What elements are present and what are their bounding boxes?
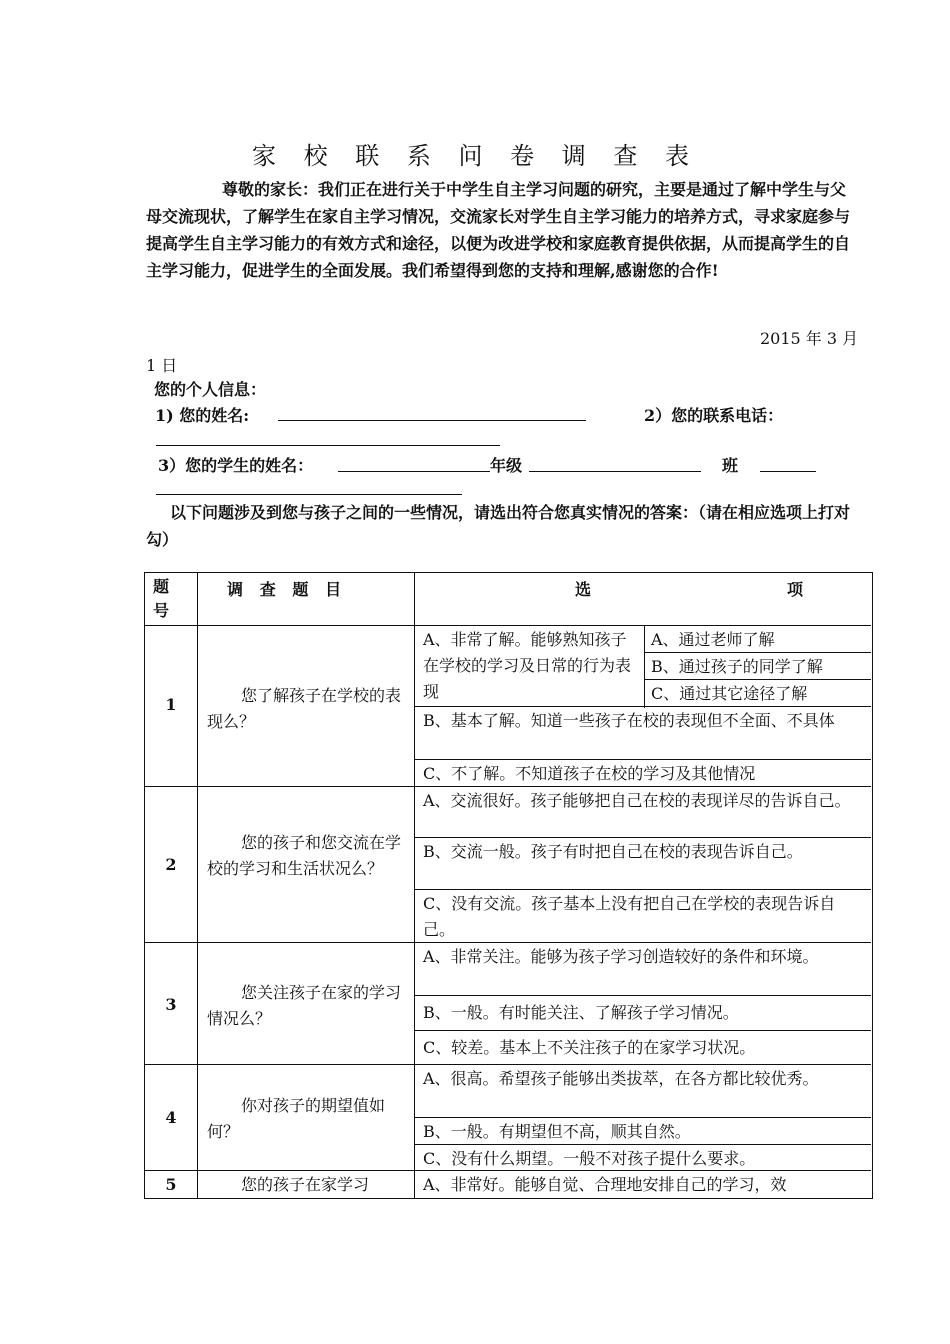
phone-label: 2）您的联系电话： — [644, 406, 784, 425]
option-divider — [414, 759, 871, 760]
option-divider — [414, 837, 871, 838]
question-number: 2 — [165, 855, 177, 874]
question-number: 4 — [165, 1108, 177, 1127]
header-topic: 调 查 题 目 — [227, 580, 342, 599]
question-number: 3 — [165, 995, 177, 1014]
option-a[interactable]: A、很高。希望孩子能够出类拔萃，在各方都比较优秀。 — [423, 1069, 819, 1088]
option-b[interactable]: B、交流一般。孩子有时把自己在校的表现告诉自己。 — [423, 842, 803, 861]
page-title: 家 校 联 系 问 卷 调 查 表 — [252, 142, 700, 170]
name-label: 1) 您的姓名: — [155, 406, 250, 425]
class-label: 班 — [722, 456, 739, 475]
option-a[interactable]: A、非常好。能够自觉、合理地安排自己的学习，效 — [423, 1175, 787, 1194]
sub-option-c[interactable]: C、通过其它途径了解 — [651, 684, 808, 703]
row-divider — [145, 625, 871, 626]
col-divider — [414, 573, 415, 1199]
option-a[interactable]: A、非常关注。能够为孩子学习创造较好的条件和环境。 — [423, 947, 819, 966]
question-text: 您关注孩子在家的学习情况么？ — [207, 983, 402, 1028]
questions-intro: 以下问题涉及到您与孩子之间的一些情况，请选出符合您真实情况的答案：（请在相应选项上打对勾） — [146, 503, 851, 549]
option-divider — [414, 1030, 871, 1031]
option-c[interactable]: C、不了解。不知道孩子在校的学习及其他情况 — [423, 764, 756, 783]
question-text: 您了解孩子在学校的表现么？ — [207, 686, 402, 731]
option-c[interactable]: C、没有什么期望。一般不对孩子提什么要求。 — [423, 1149, 756, 1168]
question-text: 你对孩子的期望值如何？ — [207, 1096, 386, 1141]
student-name-label: 3）您的学生的姓名： — [158, 456, 314, 475]
header-options-left: 选 — [575, 580, 592, 599]
sub-option-a[interactable]: A、通过老师了解 — [651, 630, 775, 649]
personal-info-heading: 您的个人信息： — [154, 380, 267, 399]
extra-field[interactable] — [156, 494, 462, 495]
date-line-2: 1 日 — [146, 356, 178, 375]
row-divider — [145, 1064, 871, 1065]
intro-paragraph: 尊敬的家长：我们正在进行关于中学生自主学习问题的研究，主要是通过了解中学生与父母交流现状，了解学生在家自主学习情况，交流家长对学生自主学习能力的培养方式，寻求家庭参与提高学生自主学习能力的有效方式和途径，以便为改进学校和家庭教育提供依据，从而提高学生的自主学习能力，促进学生的全面发展。我们希望得到您的支持和理解,感谢您的合作! — [146, 180, 851, 280]
header-options-right: 项 — [787, 580, 804, 599]
option-divider — [414, 889, 871, 890]
student-name-field[interactable] — [338, 471, 490, 472]
option-divider — [414, 995, 871, 996]
question-text: 您的孩子在家学习 — [241, 1175, 370, 1194]
option-c[interactable]: C、较差。基本上不关注孩子的在家学习状况。 — [423, 1038, 756, 1057]
survey-table — [144, 572, 873, 1199]
name-field[interactable] — [278, 420, 586, 421]
option-b[interactable]: B、一般。有时能关注、了解孩子学习情况。 — [423, 1003, 739, 1022]
option-a[interactable]: A、交流很好。孩子能够把自己在校的表现详尽的告诉自己。 — [423, 791, 851, 810]
col-divider — [644, 626, 645, 708]
option-divider — [414, 1117, 871, 1118]
question-number: 5 — [165, 1175, 177, 1194]
question-text: 您的孩子和您交流在学校的学习和生活状况么？ — [207, 833, 402, 878]
option-b[interactable]: B、一般。有期望但不高，顺其自然。 — [423, 1122, 691, 1141]
grade-label: 年级 — [490, 456, 523, 475]
sub-option-b[interactable]: B、通过孩子的同学了解 — [651, 657, 823, 676]
date-line-1: 2015 年 3 月 — [760, 329, 859, 348]
option-c[interactable]: C、没有交流。孩子基本上没有把自己在学校的表现告诉自己。 — [423, 894, 836, 939]
question-number: 1 — [165, 695, 177, 714]
option-a[interactable]: A、非常了解。能够熟知孩子在学校的学习及日常的行为表现 — [423, 630, 632, 701]
phone-field[interactable] — [156, 445, 500, 446]
option-b[interactable]: B、基本了解。知道一些孩子在校的表现但不全面、不具体 — [423, 711, 835, 730]
header-num: 题号 — [153, 577, 170, 620]
col-divider — [197, 573, 198, 1199]
class-field[interactable] — [760, 471, 816, 472]
grade-field[interactable] — [529, 471, 701, 472]
